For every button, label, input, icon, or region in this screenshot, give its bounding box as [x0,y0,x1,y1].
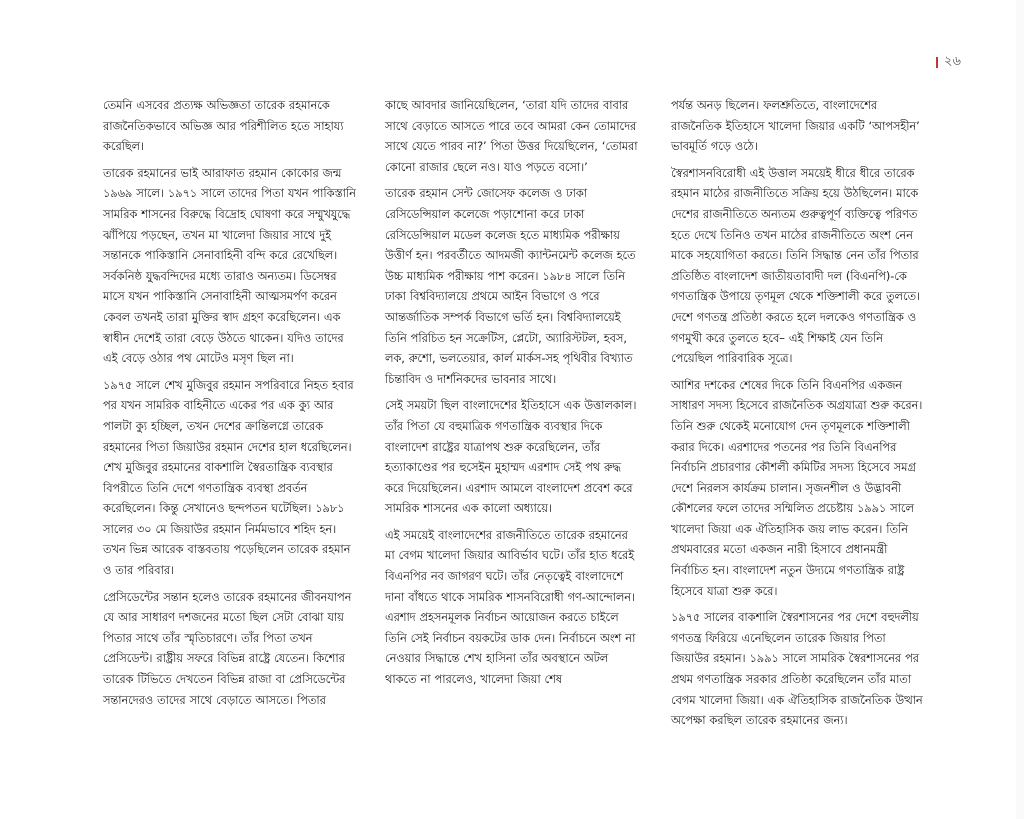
column-3 [671,95,927,737]
column-2 [385,95,641,737]
column-1 [103,95,359,737]
page-number-accent-bar [936,57,938,68]
paragraph: তারেক রহমানের ভাই আরাফাত রহমান কোকোর জন্ম ১৯৬৯ সালে। ১৯৭১ সালে তাদের পিতা যখন পাকিস্তানি সামরিক শাসনের বিরুদ্ধে বিদ্রোহ ঘোষণা করে সম্মুখযুদ্ধে ঝাঁপিয়ে পড়ছেন, তখন মা খালেদা জিয়ার সাথে দুই সন্তানকে পাকিস্তানি সেনাবাহিনী বন্দি করে রেখেছিল। সর্বকনিষ্ঠ যুদ্ধবন্দিদের মধ্যে তারাও অন্যতম। ডিসেম্বর মাসে যখন পাকিস্তানি সেনাবাহিনী আত্মসমর্পণ করেন কেবল তখনই তারা মুক্তির স্বাদ গ্রহণ করেছিলেন। এক স্বাধীন দেশেই তারা বেড়ে উঠতে থাকেন। যদিও তাদের এই বেড়ে ওঠার পথ মোটেও মসৃণ ছিল না। [103,165,356,366]
page-number [936,52,961,73]
paragraph: কাছে আবদার জানিয়েছিলেন, ‘তারা যদি তাদের বাবার সাথে বেড়াতে আসতে পারে তবে আমরা কেন তোমাদের সাথে যেতে পারব না?’ পিতা উত্তর দিয়েছিলেন, ‘তোমরা কোনো রাজার ছেলে নও। যাও পড়তে বসো।’ [385,98,638,174]
text-columns [103,95,927,737]
paragraph: সেই সময়টা ছিল বাংলাদেশের ইতিহাসে এক উত্তালকাল। তাঁর পিতা যে বহুমাত্রিক গণতান্ত্রিক ব্যবস্থার দিকে বাংলাদেশ রাষ্ট্রের যাত্রাপথ শুরু করেছিলেন, তাঁর হত্যাকাণ্ডের পর হুসেইন মুহাম্মদ এরশাদ সেই পথ রুদ্ধ করে দিয়েছিলেন। এরশাদ আমলে বাংলাদেশ প্রবেশ করে সামরিক শাসনের এক কালো অধ্যায়ে। [385,398,637,516]
paragraph: ১৯৭৫ সালে শেখ মুজিবুর রহমান সপরিবারে নিহত হবার পর যখন সামরিক বাহিনীতে একের পর এক ক্যু আর পালটা ক্যু হচ্ছিল, তখন দেশের ক্রান্তিলগ্নে তারেক রহমানের পিতা জিয়াউর রহমান দেশের হাল ধরেছিলেন। শেখ মুজিবুর রহমানের বাকশালি স্বৈরতান্ত্রিক ব্যবস্থার বিপরীতে তিনি দেশে গণতান্ত্রিক ব্যবস্থা প্রবর্তন করেছিলেন। কিন্তু সেখানেও ছন্দপতন ঘটেছিল। ১৯৮১ সালের ৩০ মে জিয়াউর রহমান নির্মমভাবে শহিদ হন। তখন ভিন্ন আরেক বাস্তবতায় পড়েছিলেন তারেক রহমান ও তার পরিবার। [103,377,354,578]
paragraph: আশির দশকের শেষের দিকে তিনি বিএনপির একজন সাধারণ সদস্য হিসেবে রাজনৈতিক অগ্রযাত্রা শুরু করেন। তিনি শুরু থেকেই মনোযোগ দেন তৃণমূলকে শক্তিশালী করার দিকে। এরশাদের পতনের পর তিনি বিএনপির নির্বাচনি প্রচারণার কৌশলী কমিটির সদস্য হিসেবে সমগ্র দেশে নিরলস কার্যক্রম চালান। সৃজনশীল ও উদ্ভাবনী কৌশলের ফলে তাদের সম্মিলিত প্রচেষ্টায় ১৯৯১ সালে খালেদা জিয়া এক ঐতিহাসিক জয় লাভ করেন। তিনি প্রথমবারের মতো একজন নারী হিসাবে প্রধানমন্ত্রী নির্বাচিত হন। বাংলাদেশ নতুন উদ্যমে গণতান্ত্রিক রাষ্ট্র হিসেবে যাত্রা শুরু করে। [671,377,923,598]
page-number-text: ২৬ [944,54,961,69]
page-edge [1016,0,1024,819]
paragraph: তেমনি এসবের প্রত্যক্ষ অভিজ্ঞতা তারেক রহমানকে রাজনৈতিকভাবে অভিজ্ঞ আর পরিশীলিত হতে সাহায্য করেছিল। [103,98,344,154]
paragraph: প্রেসিডেন্টের সন্তান হলেও তারেক রহমানের জীবনযাপন যে আর সাধারণ দশজনের মতো ছিল সেটা বোঝা যায় পিতার সাথে তাঁর স্মৃতিচারণে। তাঁর পিতা তখন প্রেসিডেন্ট। রাষ্ট্রীয় সফরে বিভিন্ন রাষ্ট্রে যেতেন। কিশোর তারেক টিভিতে দেখতেন বিভিন্ন রাজা বা প্রেসিডেন্টের সন্তানদেরও তাদের সাথে বেড়াতে আসতে। পিতার [103,589,352,707]
paragraph: স্বৈরশাসনবিরোধী এই উত্তাল সময়েই ধীরে ধীরে তারেক রহমান মাঠের রাজনীতিতে সক্রিয় হয়ে উঠছিলেন। মাকে দেশের রাজনীতিতে অন্যতম গুরুত্বপূর্ণ ব্যক্তিত্বে পরিণত হতে দেখে তিনিও তখন মাঠের রাজনীতিতে অংশ নেন মাকে সহযোগিতা করতে। তিনি সিদ্ধান্ত নেন তাঁর পিতার প্রতিষ্ঠিত বাংলাদেশ জাতীয়তাবাদী দল (বিএনপি)-কে গণতান্ত্রিক উপায়ে তৃণমূল থেকে শক্তিশালী করে তুলতে। দেশে গণতন্ত্র প্রতিষ্ঠা করতে হলে দলকেও গণতান্ত্রিক ও গণমুখী করে তুলতে হবে– এই শিক্ষাই যেন তিনি পেয়েছিল পারিবারিক সূত্রে। [671,165,920,366]
paragraph: এই সময়েই বাংলাদেশের রাজনীতিতে তারেক রহমানের মা বেগম খালেদা জিয়ার আবির্ভাব ঘটে। তাঁর হাত ধরেই বিএনপির নব জাগরণ ঘটে। তাঁর নেতৃত্বেই বাংলাদেশে দানা বাঁধতে থাকে সামরিক শাসনবিরোধী গণ-আন্দোলন। এরশাদ প্রহসনমূলক নির্বাচন আয়োজন করতে চাইলে তিনি সেই নির্বাচন বয়কটের ডাক দেন। নির্বাচনে অংশ না নেওয়ার সিদ্ধান্তে শেখ হাসিনা তাঁর অবস্থানে অটল থাকতে না পারলেও, খালেদা জিয়া শেষ [385,527,636,687]
paragraph: তারেক রহমান সেন্ট জোসেফ কলেজ ও ঢাকা রেসিডেন্সিয়াল কলেজে পড়াশোনা করে ঢাকা রেসিডেন্সিয়াল মডেল কলেজ হতে মাধ্যমিক পরীক্ষায় উত্তীর্ণ হন। পরবর্তীতে আদমজী ক্যান্টনমেন্ট কলেজ হতে উচ্চ মাধ্যমিক পরীক্ষায় পাশ করেন। ১৯৮৪ সালে তিনি ঢাকা বিশ্ববিদ্যালয়ে প্রথমে আইন বিভাগে ও পরে আন্তর্জাতিক সম্পর্ক বিভাগে ভর্তি হন। বিশ্ববিদ্যালয়েই তিনি পরিচিত হন সক্রেটিস, প্লেটো, অ্যারিস্টটল, হবস, লক, রুশো, ভলতেয়ার, কার্ল মার্কস-সহ পৃথিবীর বিখ্যাত চিন্তাবিদ ও দার্শনিকদের ভাবনার সাথে। [385,186,636,386]
paragraph: ১৯৭৫ সালের বাকশালি স্বৈরশাসনের পর দেশে বহুদলীয় গণতন্ত্র ফিরিয়ে এনেছিলেন তারেক জিয়ার পিতা জিয়াউর রহমান। ১৯৯১ সালে সামরিক স্বৈরশাসনের পর প্রথম গণতান্ত্রিক সরকার প্রতিষ্ঠা করেছিলেন তাঁর মাতা বেগম খালেদা জিয়া। এক ঐতিহাসিক রাজনৈতিক উত্থান অপেক্ষা করছিল তারেক রহমানের জন্য। [671,610,923,728]
paragraph: পর্যন্ত অনড় ছিলেন। ফলশ্রুতিতে, বাংলাদেশের রাজনৈতিক ইতিহাসে খালেদা জিয়ার একটি ‘আপসহীন’ ভাবমূর্তি গড়ে ওঠে। [671,98,920,154]
